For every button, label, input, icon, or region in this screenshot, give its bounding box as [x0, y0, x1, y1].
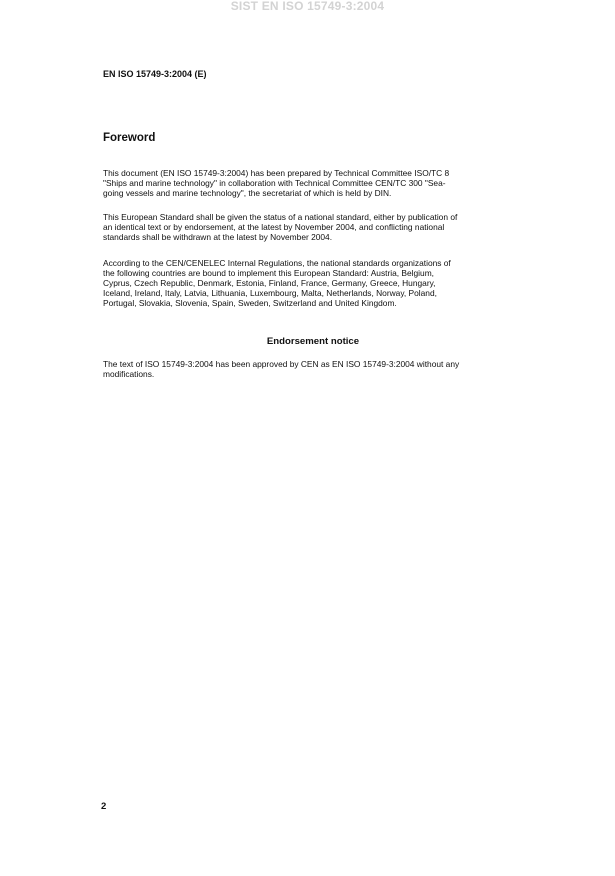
foreword-paragraph-2: [103, 212, 523, 242]
document-identifier: EN ISO 15749-3:2004 (E): [103, 69, 207, 79]
text-line: The text of ISO 15749-3:2004 has been approved by CEN as EN ISO 15749-3:2004 without any: [103, 359, 460, 369]
text-line: Iceland, Ireland, Italy, Latvia, Lithuania, Luxembourg, Malta, Netherlands, Norway, Poland,: [103, 288, 437, 298]
text-line: an identical text or by endorsement, at the latest by November 2004, and conflicting national: [103, 222, 445, 232]
text-line: Portugal, Slovakia, Slovenia, Spain, Sweden, Switzerland and United Kingdom.: [103, 298, 397, 308]
endorsement-paragraph: [103, 359, 523, 379]
text-line: modifications.: [103, 369, 155, 379]
endorsement-notice-heading: Endorsement notice: [266, 336, 360, 347]
text-line: This document (EN ISO 15749-3:2004) has been prepared by Technical Committee ISO/TC 8: [103, 168, 450, 178]
text-line: "Ships and marine technology" in collaboration with Technical Committee CEN/TC 300 "Sea-: [103, 178, 446, 188]
text-line: standards shall be withdrawn at the latest by November 2004.: [103, 232, 333, 242]
foreword-paragraph-1: [103, 168, 523, 198]
text-line: the following countries are bound to implement this European Standard: Austria, Belgium,: [103, 268, 435, 278]
text-line: According to the CEN/CENELEC Internal Regulations, the national standards organizations of: [103, 258, 451, 268]
watermark-standard-id: SIST EN ISO 15749-3:2004: [230, 0, 385, 13]
foreword-paragraph-3: [103, 258, 523, 308]
text-line: Cyprus, Czech Republic, Denmark, Estonia, Finland, France, Germany, Greece, Hungary,: [103, 278, 436, 288]
text-line: This European Standard shall be given the status of a national standard, either by publication of: [103, 212, 458, 222]
page-number: 2: [101, 801, 107, 812]
foreword-heading: Foreword: [103, 132, 156, 144]
text-line: going vessels and marine technology", the secretariat of which is held by DIN.: [103, 188, 392, 198]
